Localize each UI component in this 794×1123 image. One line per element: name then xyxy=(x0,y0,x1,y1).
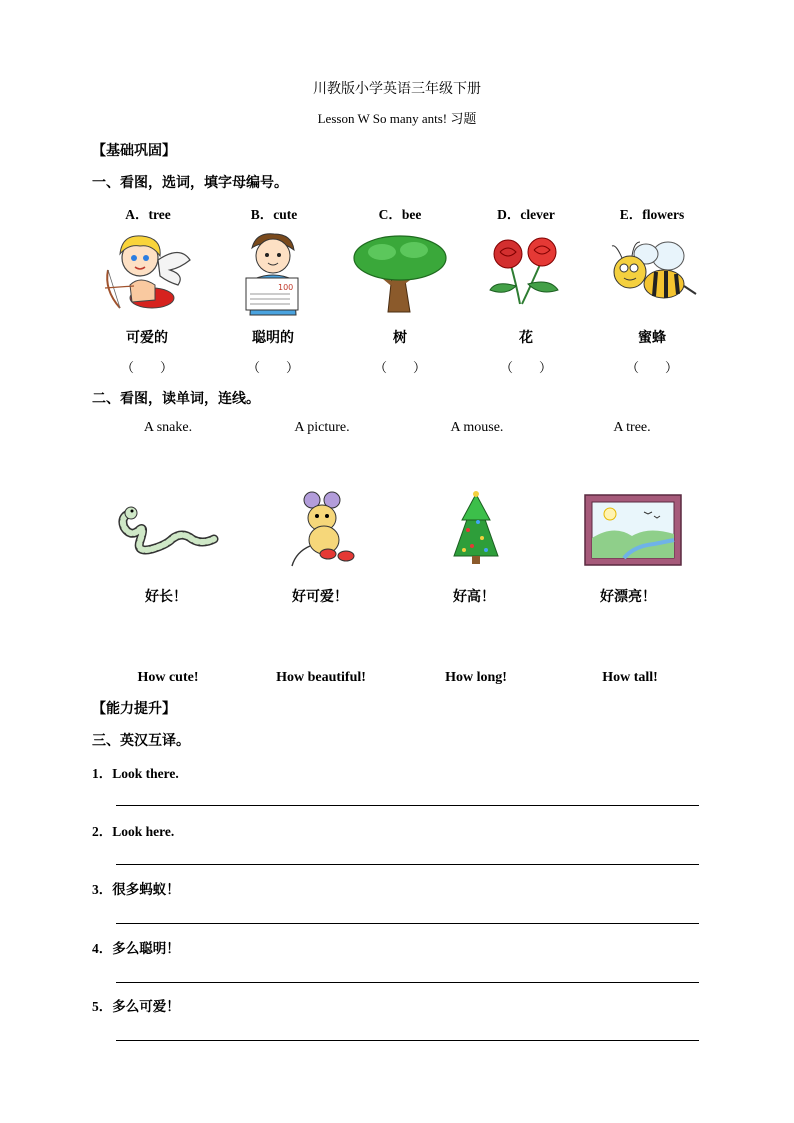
word-snake[interactable]: A snake. xyxy=(143,420,193,435)
answer-line-3[interactable] xyxy=(116,923,699,924)
translation-item-3: 3．很多蚂蚁！ xyxy=(92,882,180,897)
chinese-word-4: 花 xyxy=(519,330,533,346)
exclaim-cn-3[interactable]: 好高！ xyxy=(453,589,495,605)
exclaim-cn-2[interactable]: 好可爱！ xyxy=(292,589,348,605)
word-tree[interactable]: A tree. xyxy=(613,420,651,435)
section-improve-heading: 【能力提升】 xyxy=(92,701,176,717)
chinese-word-2: 聪明的 xyxy=(252,330,294,346)
option-b: B．cute xyxy=(250,207,298,222)
boy-clever-icon xyxy=(238,230,308,315)
exclaim-en-2[interactable]: How beautiful! xyxy=(276,670,366,685)
bee-icon xyxy=(606,238,698,308)
part2-heading: 二、看图，读单词，连线。 xyxy=(92,391,260,407)
chinese-word-5: 蜜蜂 xyxy=(638,330,666,346)
roses-icon xyxy=(488,238,564,306)
exclaim-en-1[interactable]: How cute! xyxy=(137,670,199,685)
answer-blank-1[interactable]: （ ） xyxy=(120,361,173,376)
chinese-word-3: 树 xyxy=(393,330,407,346)
section-basic-heading: 【基础巩固】 xyxy=(92,143,176,159)
translation-item-1: 1．Look there. xyxy=(92,766,179,781)
svg-text:100: 100 xyxy=(278,283,294,292)
christmas-tree-icon xyxy=(450,490,502,566)
word-mouse[interactable]: A mouse. xyxy=(450,420,504,435)
option-c: C．bee xyxy=(378,207,422,222)
answer-blank-5[interactable]: （ ） xyxy=(625,361,678,376)
mouse-icon xyxy=(288,490,364,568)
option-a: A．tree xyxy=(125,207,171,222)
answer-blank-2[interactable]: （ ） xyxy=(246,361,299,376)
answer-line-5[interactable] xyxy=(116,1040,699,1041)
option-e: E．flowers xyxy=(619,207,685,222)
framed-picture-icon xyxy=(584,494,682,566)
option-d: D．clever xyxy=(497,207,555,222)
tree-icon xyxy=(352,234,448,314)
translation-item-2: 2．Look here. xyxy=(92,824,175,839)
exclaim-en-4[interactable]: How tall! xyxy=(602,670,658,685)
cupid-cute-icon xyxy=(100,230,192,315)
page-subtitle: Lesson W So many ants! 习题 xyxy=(317,111,477,126)
exclaim-en-3[interactable]: How long! xyxy=(445,670,507,685)
snake-icon xyxy=(116,503,216,555)
chinese-word-1: 可爱的 xyxy=(126,330,168,346)
answer-blank-4[interactable]: （ ） xyxy=(499,361,552,376)
exclaim-cn-4[interactable]: 好漂亮！ xyxy=(600,589,656,605)
part3-heading: 三、英汉互译。 xyxy=(92,733,190,749)
answer-line-4[interactable] xyxy=(116,982,699,983)
part1-heading: 一、看图，选词，填字母编号。 xyxy=(92,175,288,191)
exclaim-cn-1[interactable]: 好长！ xyxy=(145,589,187,605)
word-picture[interactable]: A picture. xyxy=(294,420,350,435)
answer-line-2[interactable] xyxy=(116,864,699,865)
translation-item-5: 5．多么可爱！ xyxy=(92,999,180,1014)
translation-item-4: 4．多么聪明！ xyxy=(92,941,180,956)
page-title: 川教版小学英语三年级下册 xyxy=(313,81,481,97)
answer-line-1[interactable] xyxy=(116,805,699,806)
answer-blank-3[interactable]: （ ） xyxy=(373,361,426,376)
